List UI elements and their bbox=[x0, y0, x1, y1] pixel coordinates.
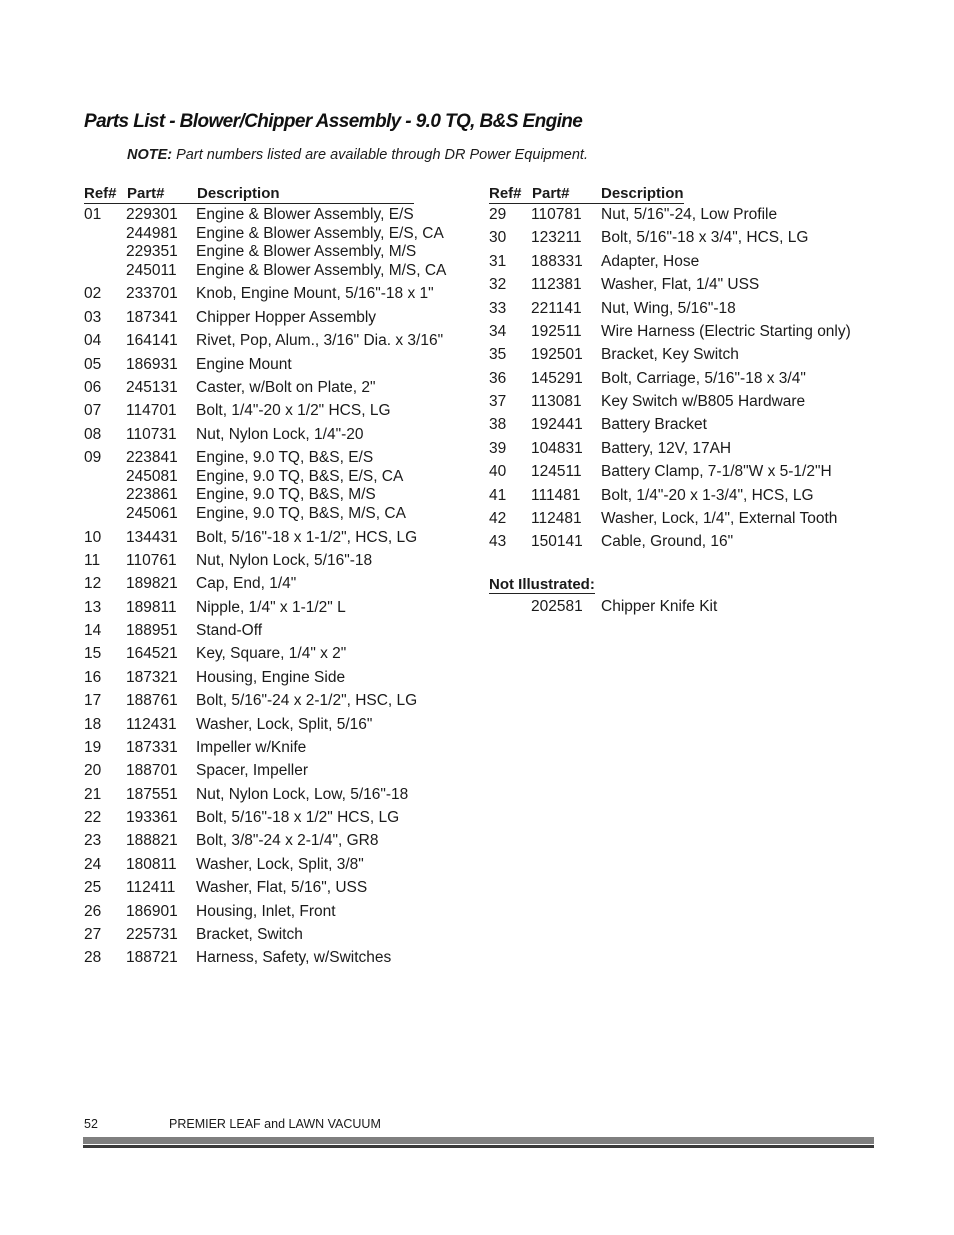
table-row bbox=[84, 402, 474, 421]
table-row bbox=[84, 739, 474, 758]
table-row bbox=[84, 552, 474, 571]
header-underline bbox=[489, 203, 684, 204]
table-row bbox=[489, 440, 879, 459]
part-number: 245081 bbox=[126, 467, 178, 485]
part-number: 188721 bbox=[126, 949, 178, 967]
ref-number: 36 bbox=[489, 369, 507, 387]
part-number: 244981 bbox=[126, 224, 178, 242]
table-row bbox=[84, 622, 474, 641]
part-description: Nut, Wing, 5/16"-18 bbox=[601, 299, 736, 317]
table-row bbox=[489, 463, 879, 482]
part-number: 134431 bbox=[126, 528, 178, 546]
table-body-left bbox=[84, 206, 474, 968]
parts-table-left bbox=[84, 185, 474, 973]
table-row bbox=[84, 426, 474, 445]
ref-number: 40 bbox=[489, 463, 507, 481]
part-description: Knob, Engine Mount, 5/16"-18 x 1" bbox=[196, 285, 434, 303]
table-row bbox=[489, 206, 879, 225]
part-number: 112431 bbox=[126, 715, 177, 733]
part-number: 187321 bbox=[126, 668, 178, 686]
part-number: 112481 bbox=[531, 509, 582, 527]
part-description: Engine & Blower Assembly, E/S, CA bbox=[196, 224, 444, 242]
part-description: Bolt, 5/16"-18 x 1-1/2", HCS, LG bbox=[196, 528, 418, 546]
table-row bbox=[489, 533, 879, 552]
header-part: Part# bbox=[532, 185, 570, 202]
part-number: 192441 bbox=[531, 416, 583, 434]
part-number: 188761 bbox=[126, 692, 178, 710]
table-row bbox=[84, 449, 474, 524]
part-number: 245011 bbox=[126, 262, 177, 280]
part-number: 233701 bbox=[126, 285, 178, 303]
part-number: 113081 bbox=[531, 393, 582, 410]
ref-number: 16 bbox=[84, 668, 102, 686]
table-row bbox=[489, 229, 879, 248]
part-description: Engine Mount bbox=[196, 355, 292, 373]
part-description: Bolt, 1/4"-20 x 1-3/4", HCS, LG bbox=[601, 486, 814, 504]
table-row bbox=[489, 416, 879, 435]
table-row bbox=[84, 926, 474, 945]
part-number: 229301 bbox=[126, 206, 178, 223]
table-row bbox=[84, 599, 474, 618]
part-number: 110781 bbox=[531, 206, 582, 223]
ref-number: 13 bbox=[84, 598, 102, 616]
page-number: 52 bbox=[84, 1117, 98, 1131]
part-description: Engine & Blower Assembly, M/S, CA bbox=[196, 262, 447, 280]
part-description: Washer, Flat, 5/16", USS bbox=[196, 879, 368, 897]
ref-number: 28 bbox=[84, 949, 102, 967]
table-row bbox=[489, 323, 879, 342]
part-description: Adapter, Hose bbox=[601, 252, 700, 270]
ref-number: 10 bbox=[84, 528, 102, 546]
table-header bbox=[489, 185, 879, 206]
ref-number: 21 bbox=[84, 785, 102, 803]
part-number: 187551 bbox=[126, 785, 178, 803]
part-description: Bolt, 3/8"-24 x 2-1/4", GR8 bbox=[196, 832, 379, 850]
ref-number: 31 bbox=[489, 252, 507, 270]
part-description: Cable, Ground, 16" bbox=[601, 533, 734, 551]
note bbox=[127, 147, 588, 163]
part-number: 188331 bbox=[531, 252, 583, 270]
part-description: Key, Square, 1/4" x 2" bbox=[196, 645, 347, 663]
table-row bbox=[84, 832, 474, 851]
ref-number: 33 bbox=[489, 299, 507, 317]
part-number: 180811 bbox=[126, 855, 177, 873]
table-body-right bbox=[489, 206, 879, 552]
part-description: Engine & Blower Assembly, M/S bbox=[196, 243, 417, 261]
table-row bbox=[84, 903, 474, 922]
part-number: 189821 bbox=[126, 575, 178, 593]
part-description: Battery, 12V, 17AH bbox=[601, 439, 732, 457]
part-number: 245061 bbox=[126, 505, 178, 523]
table-row bbox=[84, 379, 474, 398]
footer-title: PREMIER LEAF and LAWN VACUUM bbox=[169, 1117, 381, 1131]
table-row bbox=[84, 575, 474, 594]
part-description: Nipple, 1/4" x 1-1/2" L bbox=[196, 598, 346, 616]
table-row bbox=[84, 692, 474, 711]
ref-number: 30 bbox=[489, 229, 507, 247]
header-description: Description bbox=[601, 185, 684, 202]
part-description: Washer, Lock, Split, 5/16" bbox=[196, 715, 373, 733]
footer-rule bbox=[83, 1137, 874, 1144]
part-number: 110761 bbox=[126, 551, 177, 569]
part-description: Engine, 9.0 TQ, B&S, E/S, CA bbox=[196, 467, 404, 485]
header-part: Part# bbox=[127, 185, 165, 202]
part-description: Key Switch w/B805 Hardware bbox=[601, 393, 806, 410]
part-description: Washer, Lock, 1/4", External Tooth bbox=[601, 509, 838, 527]
part-number: 123211 bbox=[531, 229, 582, 247]
ref-number: 35 bbox=[489, 346, 507, 364]
part-number: 187341 bbox=[126, 308, 178, 326]
table-row bbox=[84, 856, 474, 875]
table-row bbox=[84, 786, 474, 805]
part-description: Spacer, Impeller bbox=[196, 762, 308, 780]
table-row bbox=[489, 300, 879, 319]
table-row bbox=[489, 276, 879, 295]
ref-number: 29 bbox=[489, 206, 507, 223]
part-number: 114701 bbox=[126, 402, 177, 420]
ref-number: 22 bbox=[84, 809, 102, 826]
ref-number: 11 bbox=[84, 551, 101, 569]
table-row bbox=[84, 762, 474, 781]
part-description: Bracket, Key Switch bbox=[601, 346, 739, 364]
ref-number: 17 bbox=[84, 692, 102, 710]
table-row bbox=[84, 332, 474, 351]
header-ref: Ref# bbox=[489, 185, 522, 202]
part-description: Engine, 9.0 TQ, B&S, M/S, CA bbox=[196, 505, 406, 523]
table-row bbox=[84, 285, 474, 304]
part-number: 223861 bbox=[126, 486, 178, 504]
part-description: Bolt, 5/16"-18 x 3/4", HCS, LG bbox=[601, 229, 809, 247]
ref-number: 26 bbox=[84, 902, 102, 920]
note-text: Part numbers listed are available through DR Power Equipment. bbox=[176, 147, 588, 163]
table-row bbox=[84, 949, 474, 968]
part-description: Battery Clamp, 7-1/8"W x 5-1/2"H bbox=[601, 463, 832, 481]
table-row bbox=[489, 598, 879, 617]
header-description: Description bbox=[197, 185, 280, 202]
part-number: 225731 bbox=[126, 925, 178, 943]
ref-number: 14 bbox=[84, 622, 102, 639]
ref-number: 32 bbox=[489, 276, 507, 294]
page-title: Parts List - Blower/Chipper Assembly - 9.0 TQ, B&S Engine bbox=[84, 111, 583, 132]
part-description: Engine, 9.0 TQ, B&S, M/S bbox=[196, 486, 376, 504]
ref-number: 09 bbox=[84, 449, 102, 467]
table-row bbox=[84, 309, 474, 328]
ref-number: 42 bbox=[489, 509, 507, 527]
table-row bbox=[489, 510, 879, 529]
part-number: 188821 bbox=[126, 832, 178, 850]
table-row bbox=[84, 529, 474, 548]
part-description: Nut, Nylon Lock, 1/4"-20 bbox=[196, 425, 364, 443]
part-number: 186931 bbox=[126, 355, 178, 373]
table-row bbox=[84, 879, 474, 898]
part-description: Nut, Nylon Lock, Low, 5/16"-18 bbox=[196, 785, 409, 803]
part-description: Washer, Flat, 1/4" USS bbox=[601, 276, 760, 294]
header-ref: Ref# bbox=[84, 185, 117, 202]
ref-number: 07 bbox=[84, 402, 102, 420]
table-row bbox=[84, 206, 474, 281]
ref-number: 24 bbox=[84, 855, 102, 873]
part-number: 112381 bbox=[531, 276, 582, 294]
table-row bbox=[489, 487, 879, 506]
part-number: 164141 bbox=[126, 332, 178, 350]
ref-number: 38 bbox=[489, 416, 507, 434]
part-description: Engine & Blower Assembly, E/S bbox=[196, 206, 414, 223]
part-number: 150141 bbox=[531, 533, 583, 551]
part-number: 187331 bbox=[126, 738, 178, 756]
part-number: 192511 bbox=[531, 322, 582, 340]
part-number: 229351 bbox=[126, 243, 178, 261]
part-number: 189811 bbox=[126, 598, 177, 616]
not-illustrated-title: Not Illustrated: bbox=[489, 575, 595, 593]
table-header bbox=[84, 185, 474, 206]
ref-number: 27 bbox=[84, 925, 102, 943]
ref-number: 01 bbox=[84, 206, 102, 223]
part-number: 188701 bbox=[126, 762, 178, 780]
part-description: Nut, 5/16"-24, Low Profile bbox=[601, 206, 778, 223]
ref-number: 12 bbox=[84, 575, 102, 593]
part-description: Battery Bracket bbox=[601, 416, 707, 434]
ref-number: 25 bbox=[84, 879, 102, 897]
part-description: Harness, Safety, w/Switches bbox=[196, 949, 392, 967]
ref-number: 41 bbox=[489, 486, 507, 504]
table-row bbox=[84, 356, 474, 375]
ref-number: 39 bbox=[489, 439, 507, 457]
note-label: NOTE: bbox=[127, 147, 173, 163]
part-description: Nut, Nylon Lock, 5/16"-18 bbox=[196, 551, 373, 569]
ref-number: 34 bbox=[489, 322, 507, 340]
part-description: Housing, Engine Side bbox=[196, 668, 346, 686]
part-number: 104831 bbox=[531, 439, 583, 457]
footer-rule-dark bbox=[83, 1145, 874, 1148]
part-description: Engine, 9.0 TQ, B&S, E/S bbox=[196, 449, 374, 467]
part-number: 111481 bbox=[531, 486, 581, 504]
part-description: Wire Harness (Electric Starting only) bbox=[601, 322, 851, 340]
part-number: 112411 bbox=[126, 879, 176, 897]
ref-number: 04 bbox=[84, 332, 102, 350]
table-row bbox=[84, 669, 474, 688]
table-row bbox=[489, 346, 879, 365]
ref-number: 15 bbox=[84, 645, 102, 663]
part-number: 245131 bbox=[126, 378, 178, 396]
ref-number: 19 bbox=[84, 738, 102, 756]
ref-number: 37 bbox=[489, 393, 507, 410]
part-number: 188951 bbox=[126, 622, 178, 639]
part-description: Chipper Knife Kit bbox=[601, 597, 718, 615]
not-illustrated-list bbox=[489, 598, 879, 617]
ref-number: 06 bbox=[84, 378, 102, 396]
table-row bbox=[489, 393, 879, 412]
table-row bbox=[489, 253, 879, 272]
part-description: Cap, End, 1/4" bbox=[196, 575, 297, 593]
part-description: Rivet, Pop, Alum., 3/16" Dia. x 3/16" bbox=[196, 332, 444, 350]
part-description: Bolt, 5/16"-24 x 2-1/2", HSC, LG bbox=[196, 692, 418, 710]
part-description: Bolt, 5/16"-18 x 1/2" HCS, LG bbox=[196, 809, 400, 826]
ref-number: 02 bbox=[84, 285, 102, 303]
table-row bbox=[489, 370, 879, 389]
ref-number: 05 bbox=[84, 355, 102, 373]
part-description: Impeller w/Knife bbox=[196, 738, 307, 756]
part-number: 164521 bbox=[126, 645, 178, 663]
ref-number: 08 bbox=[84, 425, 102, 443]
parts-table-right bbox=[489, 185, 879, 617]
part-number: 186901 bbox=[126, 902, 178, 920]
table-row bbox=[84, 645, 474, 664]
ref-number: 03 bbox=[84, 308, 102, 326]
ref-number: 43 bbox=[489, 533, 507, 551]
table-row bbox=[84, 716, 474, 735]
part-number: 221141 bbox=[531, 299, 582, 317]
part-number: 193361 bbox=[126, 809, 178, 826]
ref-number: 20 bbox=[84, 762, 102, 780]
part-description: Washer, Lock, Split, 3/8" bbox=[196, 855, 364, 873]
part-number: 110731 bbox=[126, 425, 177, 443]
part-number: 202581 bbox=[531, 597, 583, 615]
part-description: Chipper Hopper Assembly bbox=[196, 308, 377, 326]
table-row bbox=[84, 809, 474, 828]
part-number: 124511 bbox=[531, 463, 582, 481]
part-description: Housing, Inlet, Front bbox=[196, 902, 336, 920]
part-description: Bolt, Carriage, 5/16"-18 x 3/4" bbox=[601, 369, 806, 387]
part-number: 223841 bbox=[126, 449, 178, 467]
ref-number: 18 bbox=[84, 715, 102, 733]
part-description: Bracket, Switch bbox=[196, 925, 303, 943]
header-underline bbox=[84, 203, 414, 204]
part-description: Bolt, 1/4"-20 x 1/2" HCS, LG bbox=[196, 402, 391, 420]
part-number: 192501 bbox=[531, 346, 583, 364]
part-description: Stand-Off bbox=[196, 622, 263, 639]
part-description: Caster, w/Bolt on Plate, 2" bbox=[196, 378, 376, 396]
part-number: 145291 bbox=[531, 369, 583, 387]
ref-number: 23 bbox=[84, 832, 102, 850]
